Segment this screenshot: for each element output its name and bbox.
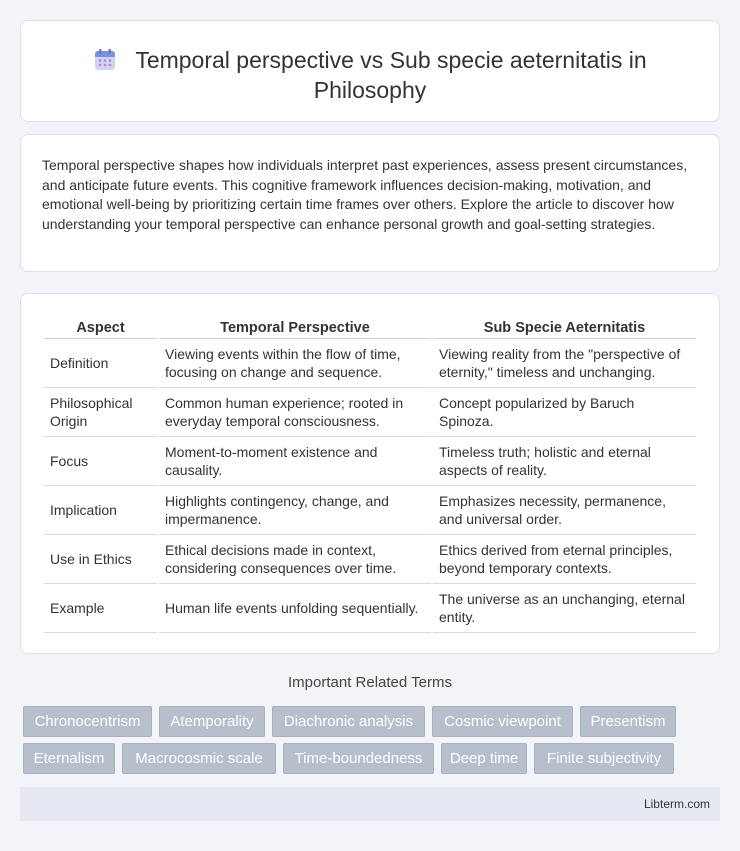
footer-site-link[interactable]: Libterm.com [643,797,710,811]
table-header-row [44,316,696,339]
related-terms-title: Important Related Terms [288,674,452,691]
cell-aspect: Focus [44,437,157,486]
table-row [44,535,696,584]
cell-sub-specie: Emphasizes necessity, permanence, and universal order. [433,486,696,535]
tag-cosmic-viewpoint[interactable]: Cosmic viewpoint [432,706,573,737]
cell-aspect: Example [44,584,157,633]
comparison-card [20,293,720,654]
cell-temporal: Viewing events within the flow of time, focusing on change and sequence. [159,339,431,388]
page-title [21,45,719,105]
title-line-2: Philosophy [313,77,427,103]
cell-sub-specie: Ethics derived from eternal principles, beyond temporary contexts. [433,535,696,584]
calendar-icon [93,48,117,72]
tag-chronocentrism[interactable]: Chronocentrism [23,706,152,737]
cell-temporal: Common human experience; rooted in everyday temporal consciousness. [159,388,431,437]
cell-aspect: Implication [44,486,157,535]
title-line-1: Temporal perspective vs Sub specie aeternitatis in [135,47,647,73]
tag-deep-time[interactable]: Deep time [441,743,527,774]
cell-sub-specie: Viewing reality from the "perspective of eternity," timeless and unchanging. [433,339,696,388]
tag-diachronic-analysis[interactable]: Diachronic analysis [272,706,425,737]
tag-atemporality[interactable]: Atemporality [159,706,265,737]
cell-temporal: Ethical decisions made in context, considering consequences over time. [159,535,431,584]
cell-sub-specie: The universe as an unchanging, eternal entity. [433,584,696,633]
cell-temporal: Moment-to-moment existence and causality. [159,437,431,486]
column-header-temporal: Temporal Perspective [159,316,431,339]
cell-temporal: Highlights contingency, change, and impermanence. [159,486,431,535]
comparison-table [42,316,698,633]
table-row [44,486,696,535]
column-header-aspect: Aspect [44,316,157,339]
cell-aspect: Use in Ethics [44,535,157,584]
table-row [44,584,696,633]
cell-temporal: Human life events unfolding sequentially. [159,584,431,633]
table-row [44,339,696,388]
title-card [20,20,720,122]
table-row [44,388,696,437]
footer [20,787,720,821]
cell-sub-specie: Concept popularized by Baruch Spinoza. [433,388,696,437]
intro-card [20,134,720,272]
cell-sub-specie: Timeless truth; holistic and eternal aspects of reality. [433,437,696,486]
tag-eternalism[interactable]: Eternalism [23,743,115,774]
tag-time-boundedness[interactable]: Time-boundedness [283,743,434,774]
cell-aspect: Definition [44,339,157,388]
cell-aspect: Philosophical Origin [44,388,157,437]
table-row [44,437,696,486]
intro-paragraph: Temporal perspective shapes how individuals interpret past experiences, assess present circumstances, and anticipate future events. This cognitive framework influences decision-making, motivation, and emotional well-being by prioritizing certain time frames over others. Explore the article to discover how understanding your temporal perspective can enhance personal growth and goal-setting strategies. [42,157,688,233]
tag-macrocosmic-scale[interactable]: Macrocosmic scale [122,743,276,774]
tag-finite-subjectivity[interactable]: Finite subjectivity [534,743,674,774]
column-header-sub-specie: Sub Specie Aeternitatis [433,316,696,339]
tag-presentism[interactable]: Presentism [580,706,676,737]
